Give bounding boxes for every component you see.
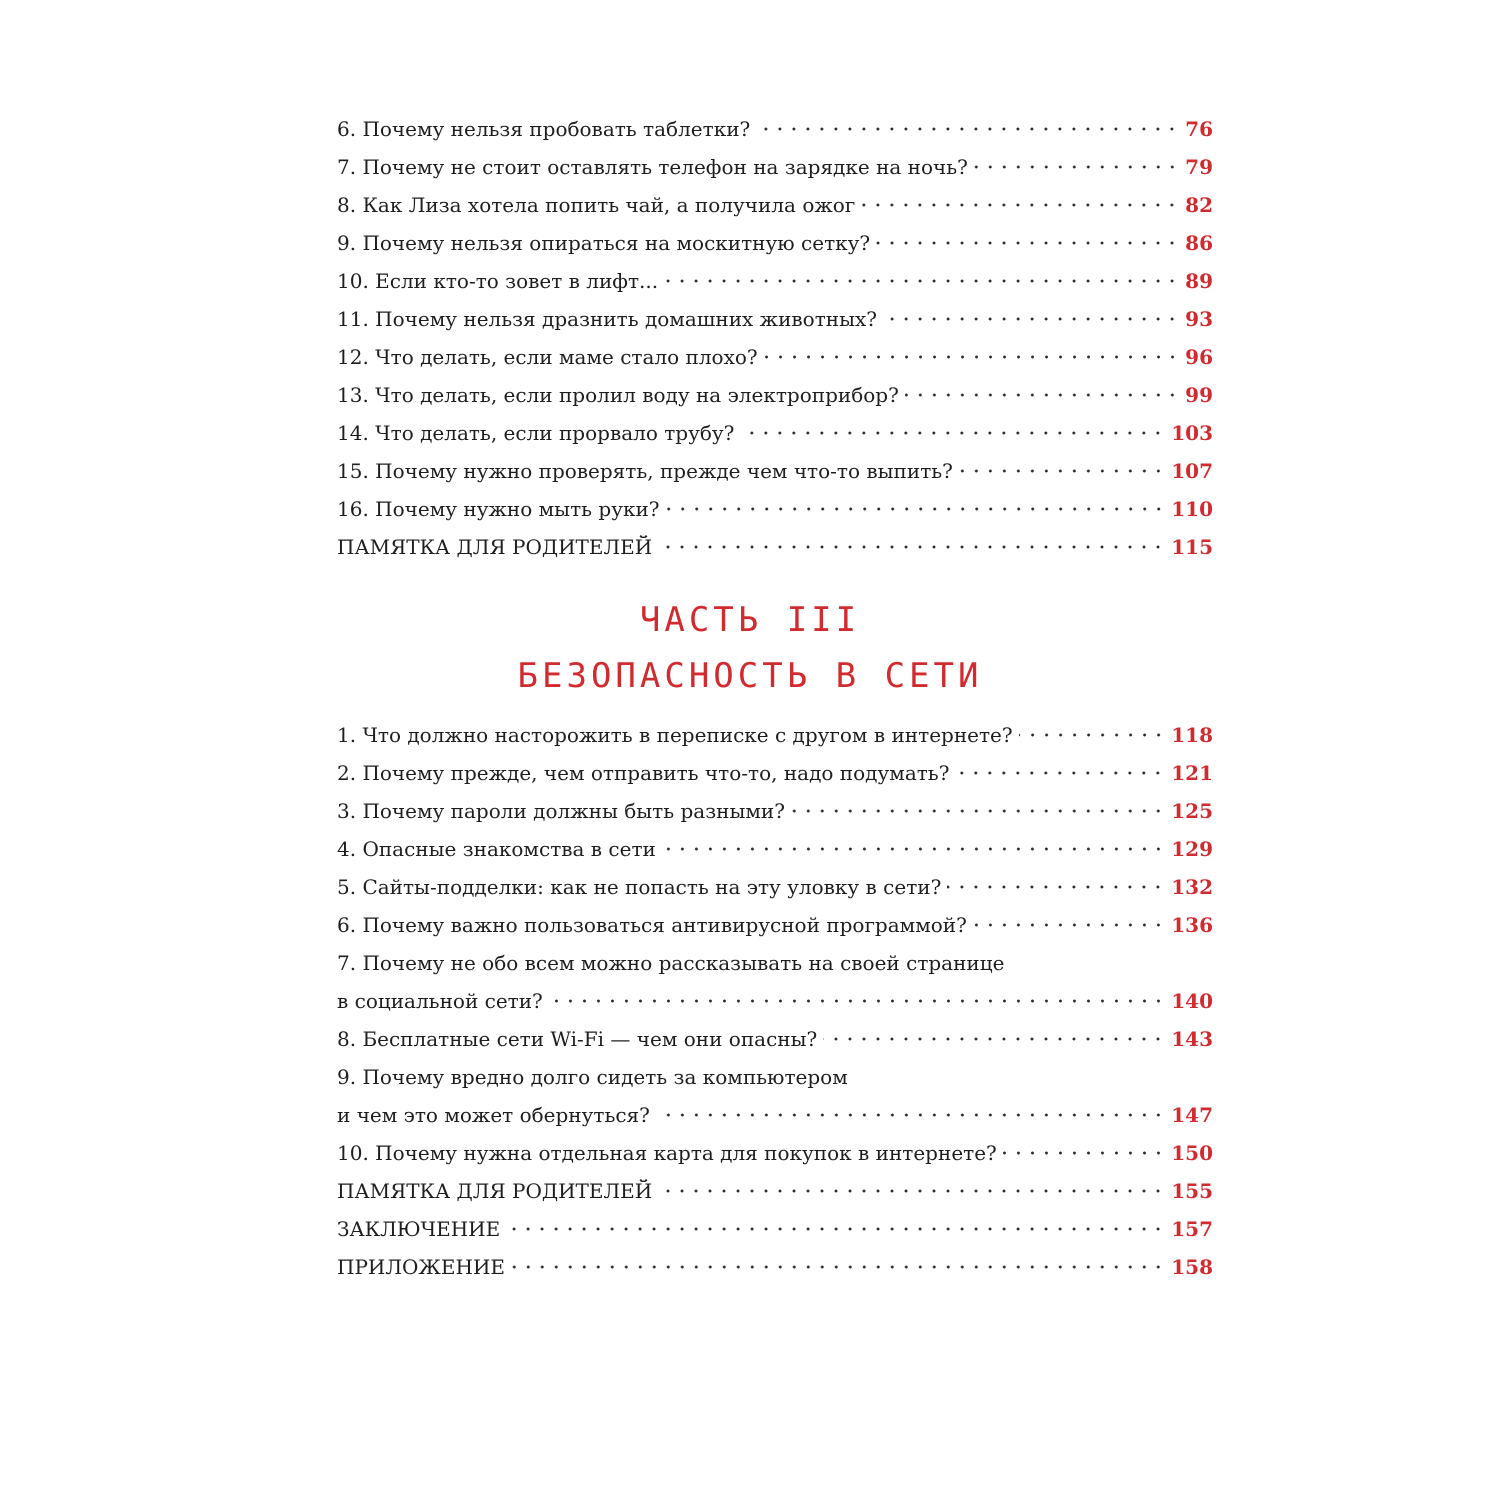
toc-entry[interactable]	[337, 1172, 1213, 1210]
dot-leader	[974, 148, 1179, 186]
toc-entry[interactable]	[337, 376, 1213, 414]
part-title: БЕЗОПАСНОСТЬ В СЕТИ	[517, 656, 983, 696]
toc-part-2-list	[337, 110, 1213, 566]
toc-page-number: 147	[1171, 1103, 1213, 1127]
toc-entry-title: 7. Почему не обо всем можно рассказывать на своей странице	[337, 951, 1005, 975]
toc-part-3-list	[337, 716, 1213, 1286]
toc-entry-title-continued: в социальной сети?	[337, 989, 543, 1013]
toc-entry-title: 8. Как Лиза хотела попить чай, а получила ожог	[337, 193, 856, 217]
toc-entry-title: ПАМЯТКА ДЛЯ РОДИТЕЛЕЙ	[337, 1179, 653, 1203]
dot-leader	[905, 376, 1179, 414]
toc-entry[interactable]	[337, 338, 1213, 376]
dot-leader	[1019, 716, 1166, 754]
toc-entry[interactable]	[337, 716, 1213, 754]
toc-entry-title: 9. Почему нельзя опираться на москитную сетку?	[337, 231, 871, 255]
toc-entry[interactable]	[337, 414, 1213, 452]
toc-page-number: 99	[1185, 383, 1213, 407]
toc-entry-title: 4. Опасные знакомства в сети	[337, 837, 656, 861]
toc-entry[interactable]	[337, 186, 1213, 224]
toc-entry[interactable]	[337, 1020, 1213, 1058]
toc-page-number: 110	[1171, 497, 1213, 521]
toc-entry[interactable]	[337, 1248, 1213, 1286]
toc-page-number: 143	[1171, 1027, 1213, 1051]
toc-entry[interactable]	[337, 830, 1213, 868]
toc-page-number: 132	[1171, 875, 1213, 899]
toc-entry-line	[337, 1058, 1213, 1096]
toc-page-number: 93	[1185, 307, 1213, 331]
dot-leader	[656, 1096, 1165, 1134]
dot-leader	[549, 982, 1165, 1020]
toc-page-number: 129	[1171, 837, 1213, 861]
toc-entry-title: 5. Сайты-подделки: как не попасть на эту уловку в сети?	[337, 875, 942, 899]
dot-leader	[1003, 1134, 1165, 1172]
toc-page-number: 86	[1185, 231, 1213, 255]
part-label: ЧАСТЬ III	[639, 600, 861, 640]
dot-leader	[666, 490, 1166, 528]
dot-leader	[883, 300, 1179, 338]
toc-entry-title: 6. Почему важно пользоваться антивирусной программой?	[337, 913, 967, 937]
toc-entry[interactable]	[337, 792, 1213, 830]
toc-page-number: 157	[1171, 1217, 1213, 1241]
toc-entry[interactable]	[337, 452, 1213, 490]
toc-entry-title: 10. Если кто-то зовет в лифт...	[337, 269, 659, 293]
dot-leader	[861, 186, 1179, 224]
dot-leader	[955, 754, 1165, 792]
toc-page-number: 155	[1171, 1179, 1213, 1203]
toc-entry-title: ПРИЛОЖЕНИЕ	[337, 1255, 505, 1279]
toc-page-number: 82	[1185, 193, 1213, 217]
toc-entry-title: 15. Почему нужно проверять, прежде чем что-то выпить?	[337, 459, 953, 483]
toc-entry[interactable]	[337, 490, 1213, 528]
toc-entry-title: ПАМЯТКА ДЛЯ РОДИТЕЛЕЙ	[337, 535, 653, 559]
toc-entry-title: 13. Что делать, если пролил воду на электроприбор?	[337, 383, 899, 407]
dot-leader	[664, 262, 1179, 300]
dot-leader	[947, 868, 1165, 906]
toc-entry[interactable]	[337, 300, 1213, 338]
toc-entry[interactable]	[337, 1210, 1213, 1248]
toc-page-number: 150	[1171, 1141, 1213, 1165]
toc-entry[interactable]	[337, 224, 1213, 262]
dot-leader	[740, 414, 1165, 452]
toc-entry[interactable]	[337, 528, 1213, 566]
dot-leader	[764, 338, 1180, 376]
toc-entry-title: 9. Почему вредно долго сидеть за компьютером	[337, 1065, 848, 1089]
toc-entry[interactable]	[337, 1096, 1213, 1134]
toc-entry-line	[337, 944, 1213, 982]
toc-page-number: 96	[1185, 345, 1213, 369]
toc-entry-title: 7. Почему не стоит оставлять телефон на зарядке на ночь?	[337, 155, 968, 179]
toc-page-number: 118	[1171, 723, 1213, 747]
dot-leader	[973, 906, 1165, 944]
toc-entry-title: 1. Что должно насторожить в переписке с другом в интернете?	[337, 723, 1013, 747]
dot-leader	[658, 1172, 1165, 1210]
toc-page-number: 103	[1171, 421, 1213, 445]
toc-entry-title-continued: и чем это может обернуться?	[337, 1103, 650, 1127]
toc-entry-title: 8. Бесплатные сети Wi-Fi — чем они опасны?	[337, 1027, 818, 1051]
toc-entry[interactable]	[337, 754, 1213, 792]
dot-leader	[506, 1210, 1165, 1248]
toc-entry[interactable]	[337, 868, 1213, 906]
toc-entry-title: ЗАКЛЮЧЕНИЕ	[337, 1217, 501, 1241]
dot-leader	[511, 1248, 1165, 1286]
toc-entry[interactable]	[337, 906, 1213, 944]
dot-leader	[876, 224, 1179, 262]
toc-page-number: 140	[1171, 989, 1213, 1013]
toc-entry[interactable]	[337, 110, 1213, 148]
toc-entry-title: 14. Что делать, если прорвало трубу?	[337, 421, 735, 445]
toc-page-number: 158	[1171, 1255, 1213, 1279]
dot-leader	[791, 792, 1165, 830]
toc-page-number: 76	[1185, 117, 1213, 141]
toc-page-number: 115	[1171, 535, 1213, 559]
toc-entry-title: 10. Почему нужна отдельная карта для покупок в интернете?	[337, 1141, 997, 1165]
toc-entry-title: 6. Почему нельзя пробовать таблетки?	[337, 117, 751, 141]
dot-leader	[662, 830, 1165, 868]
toc-page-number: 89	[1185, 269, 1213, 293]
toc-entry-title: 3. Почему пароли должны быть разными?	[337, 799, 785, 823]
toc-page-number: 79	[1185, 155, 1213, 179]
toc-page-number: 125	[1171, 799, 1213, 823]
toc-page-number: 121	[1171, 761, 1213, 785]
toc-entry-title: 11. Почему нельзя дразнить домашних животных?	[337, 307, 878, 331]
dot-leader	[959, 452, 1165, 490]
dot-leader	[756, 110, 1179, 148]
toc-entry[interactable]	[337, 148, 1213, 186]
toc-entry-title: 16. Почему нужно мыть руки?	[337, 497, 660, 521]
toc-entry-title: 12. Что делать, если маме стало плохо?	[337, 345, 758, 369]
dot-leader	[823, 1020, 1165, 1058]
toc-entry[interactable]	[337, 1134, 1213, 1172]
toc-page-number: 136	[1171, 913, 1213, 937]
toc-entry-title: 2. Почему прежде, чем отправить что-то, надо подумать?	[337, 761, 950, 785]
dot-leader	[658, 528, 1165, 566]
toc-page-number: 107	[1171, 459, 1213, 483]
toc-entry[interactable]	[337, 262, 1213, 300]
toc-entry[interactable]	[337, 982, 1213, 1020]
